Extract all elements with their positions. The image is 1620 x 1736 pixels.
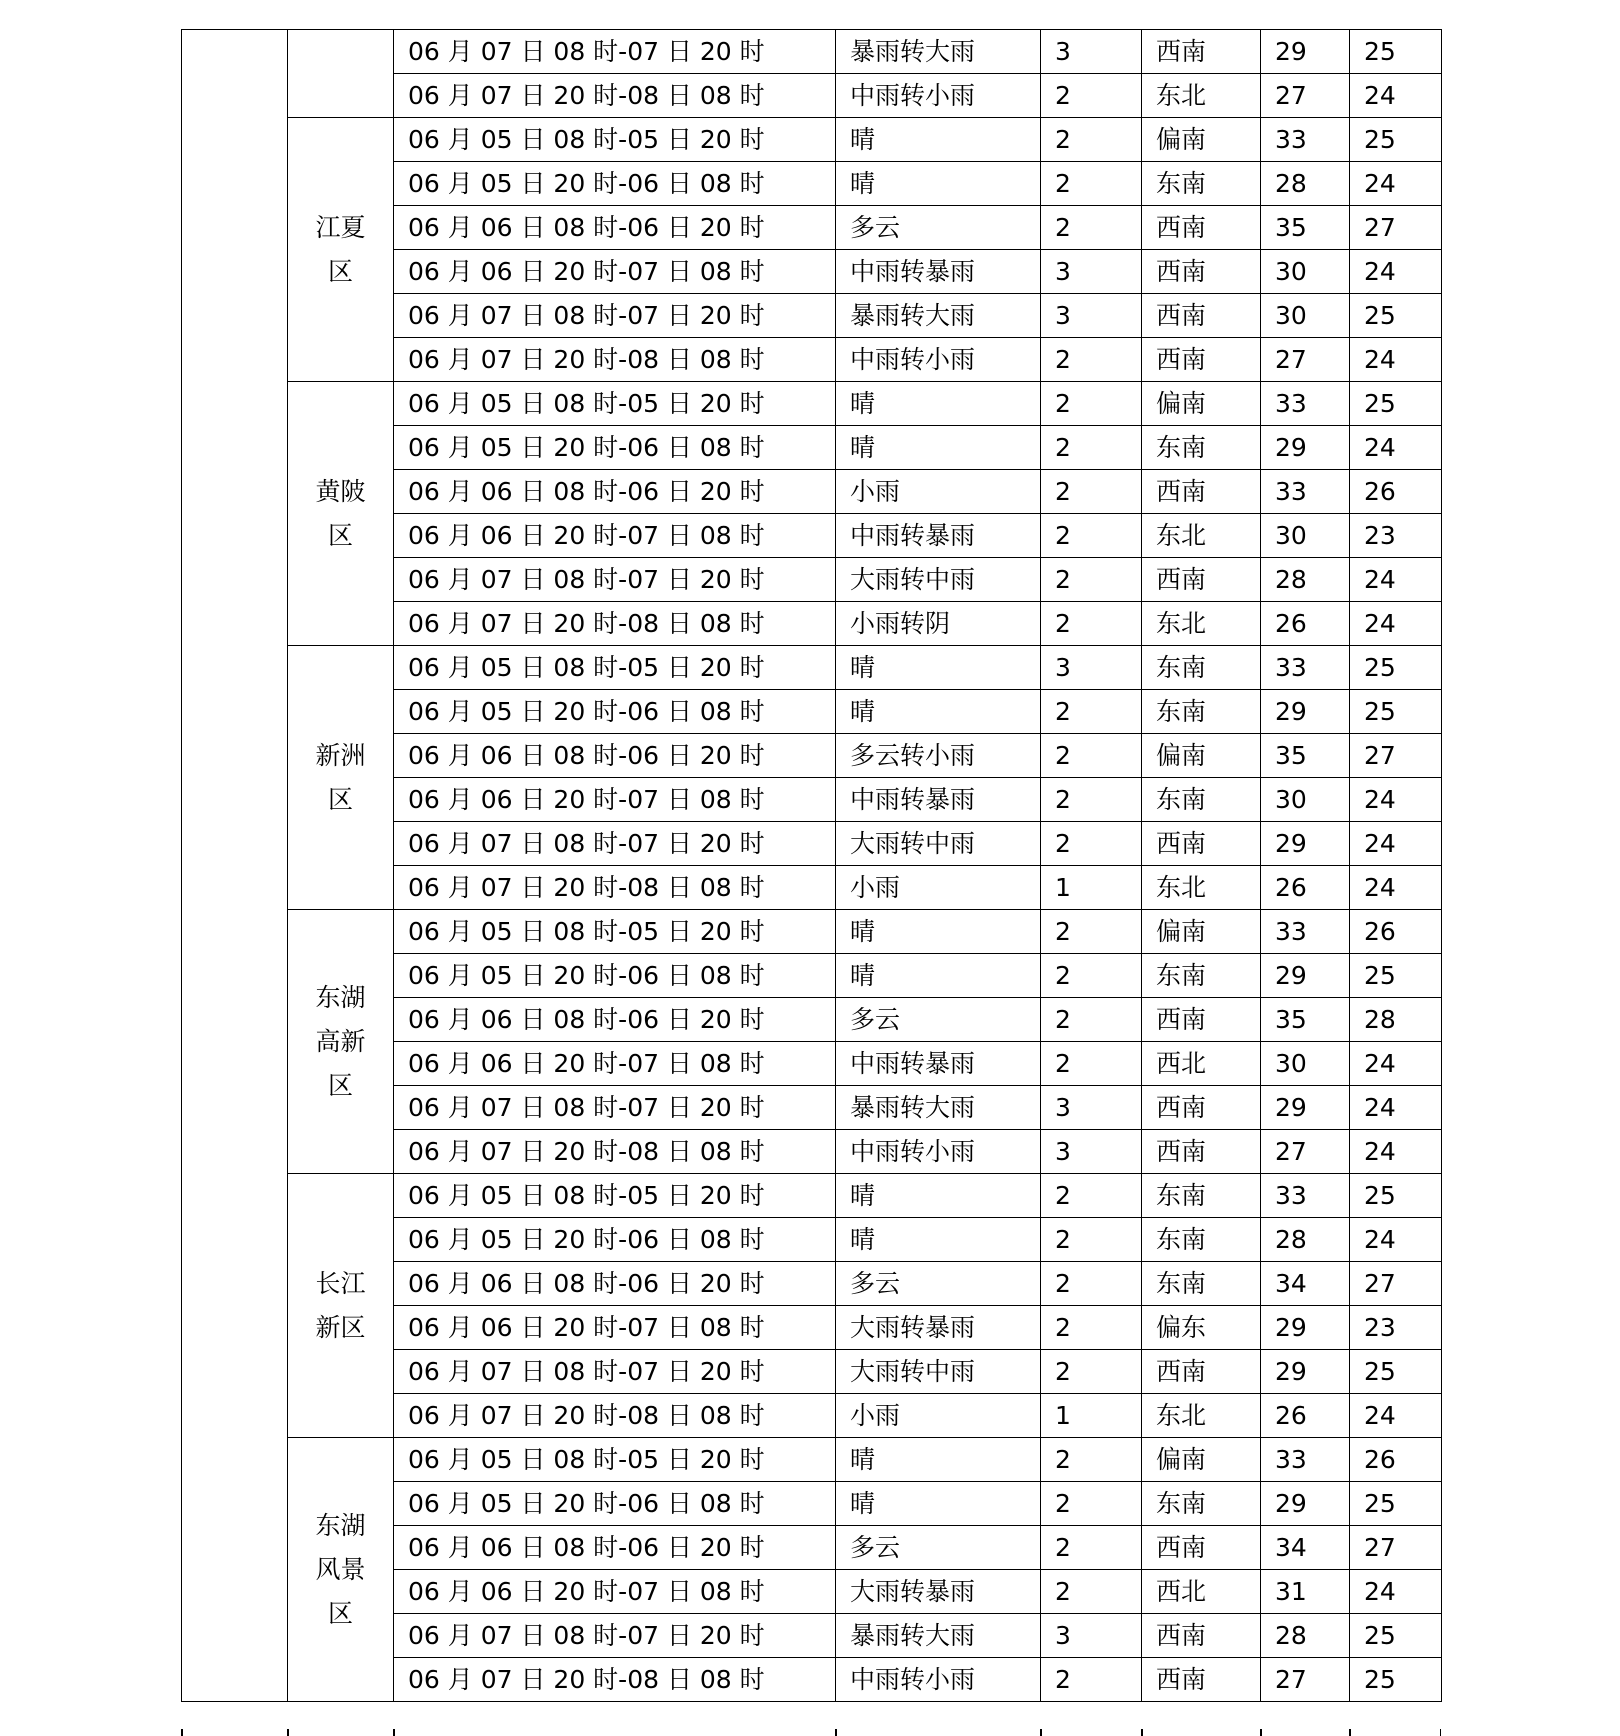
- min-temp-cell: 26: [1350, 470, 1442, 514]
- max-temp-cell: 29: [1261, 954, 1350, 998]
- min-temp-cell: 24: [1350, 162, 1442, 206]
- wind-level-cell: 2: [1041, 602, 1142, 646]
- wind-direction-cell: 偏南: [1142, 910, 1261, 954]
- min-temp-cell: 24: [1350, 1570, 1442, 1614]
- period-cell: 06 月 05 日 20 时-06 日 08 时: [394, 954, 836, 998]
- min-temp-cell: 25: [1350, 1658, 1442, 1702]
- max-temp-cell: 30: [1261, 778, 1350, 822]
- max-temp-cell: 31: [1261, 1570, 1350, 1614]
- period-cell: 06 月 06 日 20 时-07 日 08 时: [394, 514, 836, 558]
- period-cell: 06 月 05 日 20 时-06 日 08 时: [394, 690, 836, 734]
- period-cell: 06 月 07 日 08 时-07 日 20 时: [394, 30, 836, 74]
- min-temp-cell: 24: [1350, 426, 1442, 470]
- weather-cell: 晴: [836, 1438, 1041, 1482]
- region-cell: [288, 118, 394, 382]
- weather-cell: 大雨转暴雨: [836, 1306, 1041, 1350]
- wind-level-cell: 2: [1041, 1526, 1142, 1570]
- weather-cell: 暴雨转大雨: [836, 1614, 1041, 1658]
- region-cell: [288, 1174, 394, 1438]
- min-temp-cell: 25: [1350, 30, 1442, 74]
- period-cell: 06 月 05 日 08 时-05 日 20 时: [394, 118, 836, 162]
- period-cell: 06 月 05 日 20 时-06 日 08 时: [394, 1218, 836, 1262]
- period-cell: 06 月 06 日 20 时-07 日 08 时: [394, 250, 836, 294]
- min-temp-cell: 24: [1350, 866, 1442, 910]
- wind-direction-cell: 偏南: [1142, 382, 1261, 426]
- wind-level-cell: 2: [1041, 470, 1142, 514]
- weather-cell: 小雨: [836, 1394, 1041, 1438]
- table-row: [182, 1438, 1442, 1482]
- max-temp-cell: 29: [1261, 1086, 1350, 1130]
- max-temp-cell: 27: [1261, 1130, 1350, 1174]
- min-temp-cell: 23: [1350, 1306, 1442, 1350]
- weather-cell: 多云: [836, 1262, 1041, 1306]
- max-temp-cell: 28: [1261, 1614, 1350, 1658]
- wind-level-cell: 2: [1041, 514, 1142, 558]
- weather-cell: 中雨转小雨: [836, 1130, 1041, 1174]
- weather-cell: 小雨: [836, 866, 1041, 910]
- period-cell: 06 月 07 日 20 时-08 日 08 时: [394, 866, 836, 910]
- min-temp-cell: 24: [1350, 250, 1442, 294]
- period-cell: 06 月 07 日 20 时-08 日 08 时: [394, 74, 836, 118]
- region-name: 新洲区: [315, 740, 366, 814]
- wind-level-cell: 1: [1041, 1394, 1142, 1438]
- region-name: 东湖高新区: [315, 982, 366, 1100]
- region-name: 东湖风景区: [315, 1510, 366, 1628]
- wind-direction-cell: 东南: [1142, 426, 1261, 470]
- weather-cell: 大雨转中雨: [836, 822, 1041, 866]
- wind-level-cell: 2: [1041, 426, 1142, 470]
- wind-level-cell: 2: [1041, 910, 1142, 954]
- table-row: [182, 1174, 1442, 1218]
- wind-direction-cell: 东北: [1142, 602, 1261, 646]
- period-cell: 06 月 07 日 20 时-08 日 08 时: [394, 1130, 836, 1174]
- wind-level-cell: 2: [1041, 1658, 1142, 1702]
- region-cell: [288, 910, 394, 1174]
- min-temp-cell: 25: [1350, 294, 1442, 338]
- wind-level-cell: 2: [1041, 1570, 1142, 1614]
- max-temp-cell: 33: [1261, 1438, 1350, 1482]
- wind-direction-cell: 西南: [1142, 1526, 1261, 1570]
- weather-cell: 暴雨转大雨: [836, 294, 1041, 338]
- max-temp-cell: 35: [1261, 734, 1350, 778]
- wind-direction-cell: 东南: [1142, 1174, 1261, 1218]
- region-name: 江夏区: [315, 212, 366, 286]
- max-temp-cell: 28: [1261, 558, 1350, 602]
- max-temp-cell: 29: [1261, 822, 1350, 866]
- wind-level-cell: 2: [1041, 998, 1142, 1042]
- max-temp-cell: 28: [1261, 1218, 1350, 1262]
- wind-direction-cell: 西南: [1142, 1614, 1261, 1658]
- period-cell: 06 月 05 日 08 时-05 日 20 时: [394, 1438, 836, 1482]
- table-row: [182, 910, 1442, 954]
- region-cell: [288, 1438, 394, 1702]
- wind-direction-cell: 东南: [1142, 162, 1261, 206]
- wind-direction-cell: 西南: [1142, 1350, 1261, 1394]
- min-temp-cell: 24: [1350, 602, 1442, 646]
- min-temp-cell: 24: [1350, 1086, 1442, 1130]
- max-temp-cell: 27: [1261, 338, 1350, 382]
- weather-forecast-table: [181, 29, 1442, 1702]
- weather-cell: 晴: [836, 910, 1041, 954]
- forecast-table-body: [182, 30, 1442, 1702]
- max-temp-cell: 28: [1261, 162, 1350, 206]
- wind-level-cell: 3: [1041, 30, 1142, 74]
- wind-level-cell: 2: [1041, 1218, 1142, 1262]
- wind-direction-cell: 东北: [1142, 74, 1261, 118]
- weather-cell: 中雨转小雨: [836, 74, 1041, 118]
- region-cell: [288, 382, 394, 646]
- min-temp-cell: 28: [1350, 998, 1442, 1042]
- min-temp-cell: 24: [1350, 1394, 1442, 1438]
- period-cell: 06 月 07 日 08 时-07 日 20 时: [394, 558, 836, 602]
- period-cell: 06 月 05 日 08 时-05 日 20 时: [394, 1174, 836, 1218]
- period-cell: 06 月 07 日 08 时-07 日 20 时: [394, 822, 836, 866]
- wind-level-cell: 2: [1041, 74, 1142, 118]
- min-temp-cell: 27: [1350, 206, 1442, 250]
- wind-direction-cell: 偏南: [1142, 1438, 1261, 1482]
- period-cell: 06 月 06 日 20 时-07 日 08 时: [394, 1570, 836, 1614]
- wind-level-cell: 2: [1041, 558, 1142, 602]
- max-temp-cell: 34: [1261, 1526, 1350, 1570]
- max-temp-cell: 30: [1261, 294, 1350, 338]
- weather-cell: 大雨转暴雨: [836, 1570, 1041, 1614]
- max-temp-cell: 29: [1261, 1350, 1350, 1394]
- weather-cell: 多云: [836, 998, 1041, 1042]
- min-temp-cell: 25: [1350, 118, 1442, 162]
- weather-cell: 小雨: [836, 470, 1041, 514]
- period-cell: 06 月 06 日 08 时-06 日 20 时: [394, 1262, 836, 1306]
- min-temp-cell: 27: [1350, 1262, 1442, 1306]
- min-temp-cell: 24: [1350, 1218, 1442, 1262]
- wind-direction-cell: 西南: [1142, 1086, 1261, 1130]
- wind-direction-cell: 西南: [1142, 206, 1261, 250]
- table-continuation: [181, 1729, 1441, 1736]
- wind-direction-cell: 东南: [1142, 1262, 1261, 1306]
- wind-level-cell: 2: [1041, 822, 1142, 866]
- wind-level-cell: 3: [1041, 646, 1142, 690]
- wind-level-cell: 2: [1041, 382, 1142, 426]
- min-temp-cell: 24: [1350, 822, 1442, 866]
- period-cell: 06 月 06 日 08 时-06 日 20 时: [394, 998, 836, 1042]
- max-temp-cell: 33: [1261, 118, 1350, 162]
- table-row: [182, 118, 1442, 162]
- period-cell: 06 月 07 日 20 时-08 日 08 时: [394, 1658, 836, 1702]
- max-temp-cell: 26: [1261, 602, 1350, 646]
- weather-cell: 暴雨转大雨: [836, 1086, 1041, 1130]
- weather-cell: 大雨转中雨: [836, 1350, 1041, 1394]
- weather-cell: 中雨转暴雨: [836, 1042, 1041, 1086]
- table-row: [182, 30, 1442, 74]
- period-cell: 06 月 06 日 08 时-06 日 20 时: [394, 1526, 836, 1570]
- period-cell: 06 月 06 日 20 时-07 日 08 时: [394, 1306, 836, 1350]
- weather-cell: 多云转小雨: [836, 734, 1041, 778]
- period-cell: 06 月 06 日 08 时-06 日 20 时: [394, 470, 836, 514]
- wind-direction-cell: 东北: [1142, 1394, 1261, 1438]
- wind-level-cell: 2: [1041, 1350, 1142, 1394]
- weather-cell: 小雨转阴: [836, 602, 1041, 646]
- wind-direction-cell: 西北: [1142, 1570, 1261, 1614]
- wind-direction-cell: 东南: [1142, 1482, 1261, 1526]
- wind-direction-cell: 西南: [1142, 294, 1261, 338]
- max-temp-cell: 27: [1261, 1658, 1350, 1702]
- wind-direction-cell: 西南: [1142, 998, 1261, 1042]
- wind-level-cell: 3: [1041, 250, 1142, 294]
- max-temp-cell: 30: [1261, 514, 1350, 558]
- wind-direction-cell: 西南: [1142, 30, 1261, 74]
- wind-level-cell: 2: [1041, 954, 1142, 998]
- period-cell: 06 月 07 日 08 时-07 日 20 时: [394, 1614, 836, 1658]
- max-temp-cell: 30: [1261, 250, 1350, 294]
- region-cell: [288, 30, 394, 118]
- wind-level-cell: 3: [1041, 1130, 1142, 1174]
- wind-direction-cell: 东南: [1142, 1218, 1261, 1262]
- max-temp-cell: 35: [1261, 206, 1350, 250]
- period-cell: 06 月 06 日 20 时-07 日 08 时: [394, 778, 836, 822]
- max-temp-cell: 29: [1261, 426, 1350, 470]
- wind-direction-cell: 东南: [1142, 778, 1261, 822]
- min-temp-cell: 24: [1350, 338, 1442, 382]
- wind-level-cell: 2: [1041, 690, 1142, 734]
- region-name: 长江新区: [315, 1268, 366, 1342]
- outer-category-cell: [182, 30, 288, 1702]
- period-cell: 06 月 05 日 08 时-05 日 20 时: [394, 910, 836, 954]
- weather-cell: 大雨转中雨: [836, 558, 1041, 602]
- period-cell: 06 月 05 日 08 时-05 日 20 时: [394, 646, 836, 690]
- wind-level-cell: 2: [1041, 1482, 1142, 1526]
- weather-cell: 多云: [836, 206, 1041, 250]
- period-cell: 06 月 06 日 20 时-07 日 08 时: [394, 1042, 836, 1086]
- max-temp-cell: 34: [1261, 1262, 1350, 1306]
- weather-cell: 暴雨转大雨: [836, 30, 1041, 74]
- wind-direction-cell: 西南: [1142, 470, 1261, 514]
- period-cell: 06 月 07 日 20 时-08 日 08 时: [394, 602, 836, 646]
- weather-cell: 中雨转暴雨: [836, 778, 1041, 822]
- weather-cell: 中雨转暴雨: [836, 250, 1041, 294]
- period-cell: 06 月 07 日 08 时-07 日 20 时: [394, 1350, 836, 1394]
- weather-cell: 晴: [836, 1174, 1041, 1218]
- period-cell: 06 月 06 日 08 时-06 日 20 时: [394, 734, 836, 778]
- min-temp-cell: 27: [1350, 734, 1442, 778]
- wind-direction-cell: 东北: [1142, 514, 1261, 558]
- wind-level-cell: 2: [1041, 1042, 1142, 1086]
- min-temp-cell: 24: [1350, 1042, 1442, 1086]
- wind-level-cell: 1: [1041, 866, 1142, 910]
- min-temp-cell: 26: [1350, 910, 1442, 954]
- period-cell: 06 月 07 日 08 时-07 日 20 时: [394, 294, 836, 338]
- min-temp-cell: 24: [1350, 1130, 1442, 1174]
- min-temp-cell: 25: [1350, 954, 1442, 998]
- wind-direction-cell: 东北: [1142, 866, 1261, 910]
- weather-cell: 中雨转小雨: [836, 1658, 1041, 1702]
- max-temp-cell: 33: [1261, 470, 1350, 514]
- weather-cell: 晴: [836, 426, 1041, 470]
- weather-cell: 中雨转小雨: [836, 338, 1041, 382]
- wind-direction-cell: 西南: [1142, 250, 1261, 294]
- wind-level-cell: 2: [1041, 1306, 1142, 1350]
- wind-level-cell: 2: [1041, 206, 1142, 250]
- wind-direction-cell: 西北: [1142, 1042, 1261, 1086]
- period-cell: 06 月 05 日 20 时-06 日 08 时: [394, 426, 836, 470]
- max-temp-cell: 33: [1261, 382, 1350, 426]
- wind-level-cell: 2: [1041, 734, 1142, 778]
- weather-cell: 晴: [836, 646, 1041, 690]
- wind-direction-cell: 西南: [1142, 822, 1261, 866]
- table-row: [182, 646, 1442, 690]
- min-temp-cell: 25: [1350, 1482, 1442, 1526]
- max-temp-cell: 33: [1261, 646, 1350, 690]
- wind-direction-cell: 东南: [1142, 954, 1261, 998]
- min-temp-cell: 27: [1350, 1526, 1442, 1570]
- wind-level-cell: 2: [1041, 162, 1142, 206]
- weather-cell: 晴: [836, 162, 1041, 206]
- wind-direction-cell: 东南: [1142, 646, 1261, 690]
- period-cell: 06 月 07 日 20 时-08 日 08 时: [394, 1394, 836, 1438]
- period-cell: 06 月 05 日 20 时-06 日 08 时: [394, 162, 836, 206]
- weather-cell: 晴: [836, 382, 1041, 426]
- wind-level-cell: 2: [1041, 118, 1142, 162]
- region-cell: [288, 646, 394, 910]
- weather-cell: 晴: [836, 1482, 1041, 1526]
- wind-direction-cell: 东南: [1142, 690, 1261, 734]
- max-temp-cell: 29: [1261, 1306, 1350, 1350]
- min-temp-cell: 25: [1350, 382, 1442, 426]
- wind-level-cell: 2: [1041, 1174, 1142, 1218]
- period-cell: 06 月 07 日 08 时-07 日 20 时: [394, 1086, 836, 1130]
- region-name: 黄陂区: [315, 476, 366, 550]
- max-temp-cell: 33: [1261, 910, 1350, 954]
- wind-level-cell: 3: [1041, 1086, 1142, 1130]
- table-row: [182, 382, 1442, 426]
- min-temp-cell: 26: [1350, 1438, 1442, 1482]
- wind-direction-cell: 偏南: [1142, 118, 1261, 162]
- min-temp-cell: 25: [1350, 1614, 1442, 1658]
- wind-direction-cell: 西南: [1142, 558, 1261, 602]
- wind-direction-cell: 偏南: [1142, 734, 1261, 778]
- max-temp-cell: 29: [1261, 1482, 1350, 1526]
- wind-direction-cell: 偏东: [1142, 1306, 1261, 1350]
- wind-direction-cell: 西南: [1142, 1130, 1261, 1174]
- weather-cell: 多云: [836, 1526, 1041, 1570]
- wind-level-cell: 2: [1041, 778, 1142, 822]
- max-temp-cell: 33: [1261, 1174, 1350, 1218]
- min-temp-cell: 25: [1350, 646, 1442, 690]
- wind-level-cell: 2: [1041, 1262, 1142, 1306]
- min-temp-cell: 24: [1350, 558, 1442, 602]
- wind-level-cell: 2: [1041, 338, 1142, 382]
- weather-cell: 晴: [836, 118, 1041, 162]
- weather-cell: 晴: [836, 690, 1041, 734]
- wind-direction-cell: 西南: [1142, 338, 1261, 382]
- weather-cell: 晴: [836, 954, 1041, 998]
- min-temp-cell: 25: [1350, 1350, 1442, 1394]
- period-cell: 06 月 07 日 20 时-08 日 08 时: [394, 338, 836, 382]
- min-temp-cell: 24: [1350, 778, 1442, 822]
- weather-cell: 中雨转暴雨: [836, 514, 1041, 558]
- max-temp-cell: 35: [1261, 998, 1350, 1042]
- max-temp-cell: 29: [1261, 690, 1350, 734]
- period-cell: 06 月 05 日 08 时-05 日 20 时: [394, 382, 836, 426]
- min-temp-cell: 25: [1350, 1174, 1442, 1218]
- max-temp-cell: 26: [1261, 1394, 1350, 1438]
- wind-level-cell: 3: [1041, 1614, 1142, 1658]
- period-cell: 06 月 05 日 20 时-06 日 08 时: [394, 1482, 836, 1526]
- min-temp-cell: 24: [1350, 74, 1442, 118]
- max-temp-cell: 29: [1261, 30, 1350, 74]
- min-temp-cell: 25: [1350, 690, 1442, 734]
- weather-cell: 晴: [836, 1218, 1041, 1262]
- min-temp-cell: 23: [1350, 514, 1442, 558]
- period-cell: 06 月 06 日 08 时-06 日 20 时: [394, 206, 836, 250]
- max-temp-cell: 30: [1261, 1042, 1350, 1086]
- wind-direction-cell: 西南: [1142, 1658, 1261, 1702]
- max-temp-cell: 27: [1261, 74, 1350, 118]
- wind-level-cell: 2: [1041, 1438, 1142, 1482]
- wind-level-cell: 3: [1041, 294, 1142, 338]
- max-temp-cell: 26: [1261, 866, 1350, 910]
